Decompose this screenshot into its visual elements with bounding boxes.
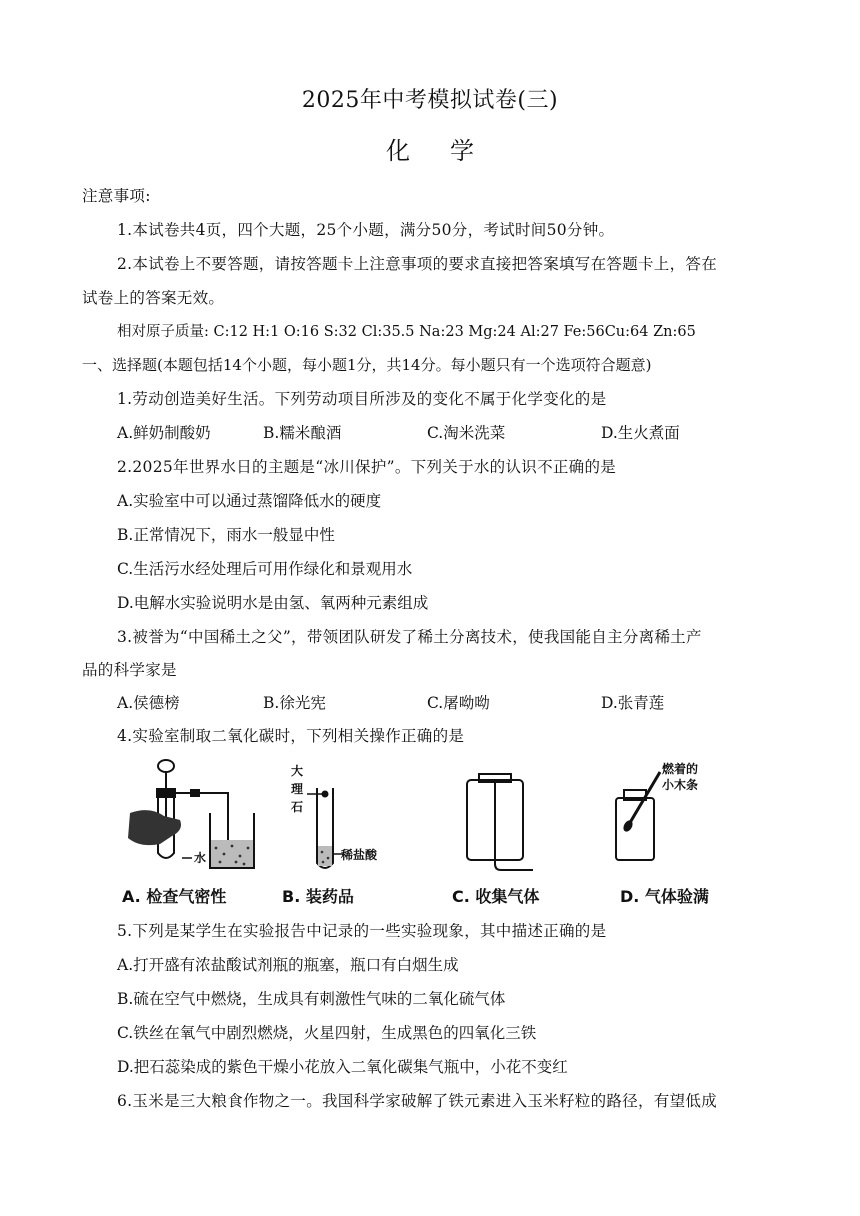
marble-label-3: 石 [291, 800, 304, 814]
water-label: 水 [194, 851, 207, 865]
stick-label-1: 燃着的 [662, 762, 699, 776]
figure-d-checking-full [610, 758, 740, 883]
q3-option-d: D.张青莲 [601, 694, 665, 712]
acid-label: 稀盐酸 [341, 848, 378, 862]
q2-stem: 2.2025年世界水日的主题是“冰川保护”。下列关于水的认识不正确的是 [117, 458, 617, 476]
atomic-masses: 相对原子质量: C:12 H:1 O:16 S:32 Cl:35.5 Na:23 Mg:24 Al:27 Fe:56Cu:64 Zn:65 [117, 324, 696, 340]
marble-label-2: 理 [291, 782, 304, 796]
marble-label-1: 大 [291, 764, 304, 778]
figure-d-caption: D. 气体验满 [620, 887, 709, 906]
q2-option-c: C.生活污水经处理后可用作绿化和景观用水 [117, 560, 413, 578]
q2-option-d: D.电解水实验说明水是由氢、氧两种元素组成 [117, 594, 429, 612]
q3-stem-line-1: 3.被誉为“中国稀土之父”，带领团队研发了稀土分离技术，使我国能自主分离稀土产 [117, 628, 702, 646]
q3-option-a: A.侯德榜 [117, 694, 180, 712]
q5-option-d: D.把石蕊染成的紫色干燥小花放入二氧化碳集气瓶中，小花不变红 [117, 1058, 568, 1076]
notes-heading: 注意事项: [82, 187, 151, 205]
figure-a-airtightness-check [120, 758, 260, 883]
q1-option-d: D.生火煮面 [601, 424, 680, 442]
figure-c-collecting-gas [455, 758, 545, 883]
stick-label-2: 小木条 [662, 778, 699, 792]
q1-stem: 1.劳动创造美好生活。下列劳动项目所涉及的变化不属于化学变化的是 [117, 390, 607, 408]
q3-option-c: C.屠呦呦 [427, 694, 490, 712]
exam-title: 2025年中考模拟试卷(三) [301, 88, 559, 113]
q5-stem: 5.下列是某学生在实验报告中记录的一些实验现象，其中描述正确的是 [117, 922, 607, 940]
q2-option-b: B.正常情况下，雨水一般显中性 [117, 526, 335, 544]
figure-b-caption: B. 装药品 [282, 887, 354, 906]
q1-option-b: B.糯米酿酒 [263, 424, 342, 442]
section-1-heading: 一、选择题(本题包括14个小题，每小题1分，共14分。每小题只有一个选项符合题意) [82, 356, 652, 374]
q6-stem: 6.玉米是三大粮食作物之一。我国科学家破解了铁元素进入玉米籽粒的路径，有望低成 [117, 1092, 717, 1110]
notes-item-2-line-1: 2.本试卷上不要答题，请按答题卡上注意事项的要求直接把答案填写在答题卡上，答在 [117, 255, 717, 273]
figure-c-caption: C. 收集气体 [452, 887, 540, 906]
notes-item-2-line-2: 试卷上的答案无效。 [82, 289, 225, 307]
notes-item-1: 1.本试卷共4页，四个大题，25个小题，满分50分，考试时间50分钟。 [117, 221, 615, 239]
q1-option-c: C.淘米洗菜 [427, 424, 506, 442]
q5-option-a: A.打开盛有浓盐酸试剂瓶的瓶塞，瓶口有白烟生成 [117, 956, 459, 974]
q5-option-b: B.硫在空气中燃烧，生成具有刺激性气味的二氧化硫气体 [117, 990, 506, 1008]
q2-option-a: A.实验室中可以通过蒸馏降低水的硬度 [117, 492, 382, 510]
figure-b-adding-reagents [285, 758, 405, 883]
q3-option-b: B.徐光宪 [263, 694, 326, 712]
q3-stem-line-2: 品的科学家是 [82, 661, 177, 679]
q5-option-c: C.铁丝在氧气中剧烈燃烧，火星四射，生成黑色的四氧化三铁 [117, 1024, 537, 1042]
subject-title: 化学 [386, 137, 514, 165]
figure-a-caption: A. 检查气密性 [122, 887, 227, 906]
q4-stem: 4.实验室制取二氧化碳时，下列相关操作正确的是 [117, 727, 465, 745]
q1-option-a: A.鲜奶制酸奶 [117, 424, 211, 442]
